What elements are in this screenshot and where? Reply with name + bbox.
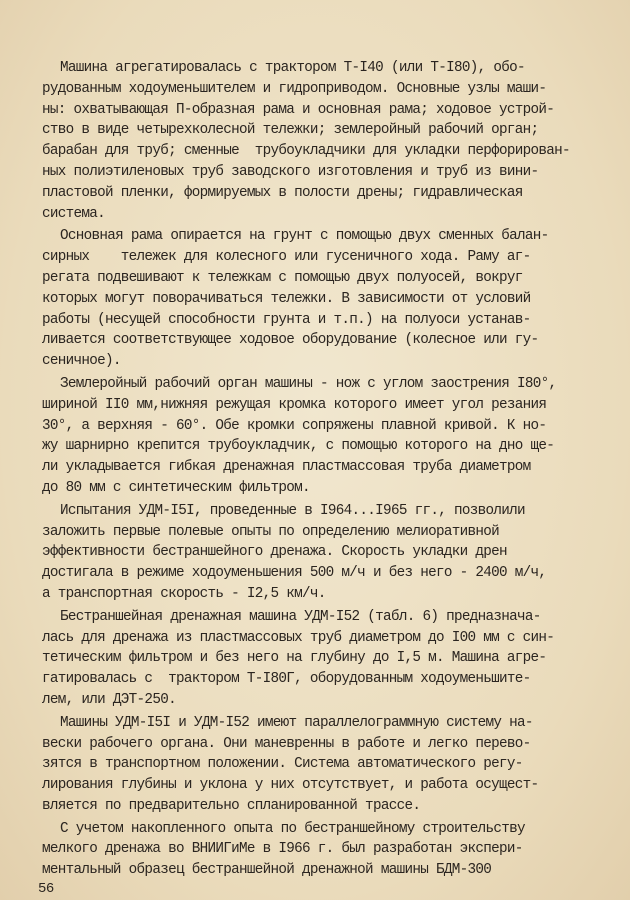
text-line: ны: охватывающая П-образная рама и основная рама; ходовое устрой- (42, 101, 555, 118)
paragraph (42, 226, 602, 372)
text-line: зятся в транспортном положении. Система автоматического регу- (42, 756, 523, 773)
text-line: ных полиэтиленовых труб заводского изготовления и труб из вини- (42, 163, 539, 180)
text-line: Испытания УДМ-I5I, проведенные в I964...I965 гг., позволили (60, 502, 525, 519)
text-line: жу шарнирно крепится трубоукладчик, с помощью которого на дно ще- (42, 438, 555, 455)
text-line: вляется по предварительно спланированной трассе. (42, 797, 421, 814)
paragraph (42, 501, 602, 605)
text-line: заложить первые полевые опыты по определению мелиоративной (42, 523, 500, 540)
text-line: лась для дренажа из пластмассовых труб диаметром до I00 мм с син- (42, 629, 555, 646)
paragraph (42, 819, 602, 881)
text-line: до 80 мм с синтетическим фильтром. (42, 479, 310, 496)
text-line: ли укладывается гибкая дренажная пластмассовая труба диаметром (42, 459, 531, 476)
paragraph (42, 713, 602, 817)
body-text (42, 58, 602, 883)
text-line: ментальный образец бестраншейной дренажной машины БДМ-300 (42, 862, 492, 879)
text-line: достигала в режиме ходоуменьшения 500 м/ч и без него - 2400 м/ч, (42, 565, 547, 582)
text-line: сирных тележек для колесного или гусеничного хода. Раму аг- (42, 249, 531, 266)
text-line: ливается соответствующее ходовое оборудование (колесное или гу- (42, 332, 539, 349)
text-line: лем, или ДЭТ-250. (42, 691, 176, 708)
text-line: сеничное). (42, 353, 121, 370)
text-line: шириной II0 мм,нижняя режущая кромка которого имеет угол резания (42, 396, 547, 413)
text-line: работы (несущей способности грунта и т.п.) на полуоси устанав- (42, 311, 531, 328)
text-line: лирования глубины и уклона у них отсутствует, и работа осущест- (42, 777, 539, 794)
paragraph (42, 374, 602, 499)
text-line: а транспортная скорость - I2,5 км/ч. (42, 585, 326, 602)
text-line: система. (42, 205, 106, 222)
text-line: мелкого дренажа во ВНИИГиМе в I966 г. был разработан экспери- (42, 841, 523, 858)
text-line: С учетом накопленного опыта по бестраншейному строительству (60, 820, 525, 837)
text-line: барабан для труб; сменные трубоукладчики для укладки перфорирован- (42, 143, 570, 160)
text-line: рудованным ходоуменьшителем и гидроприводом. Основные узлы маши- (42, 80, 547, 97)
text-line: пластовой пленки, формируемых в полости дрены; гидравлическая (42, 184, 523, 201)
page-number: 56 (38, 881, 54, 897)
text-line: Машина агрегатировалась с трактором Т-I40 (или Т-I80), обо- (60, 60, 525, 76)
paragraph (42, 607, 602, 711)
text-line: регата подвешивают к тележкам с помощью двух полуосей, вокруг (42, 269, 523, 286)
text-line: тетическим фильтром и без него на глубину до I,5 м. Машина агре- (42, 650, 547, 667)
paragraph (42, 58, 602, 224)
text-line: эффективности бестраншейного дренажа. Скорость укладки дрен (42, 544, 507, 561)
text-line: гатировалась с трактором Т-I80Г, оборудованным ходоуменьшите- (42, 671, 531, 688)
text-line: которых могут поворачиваться тележки. В зависимости от условий (42, 290, 531, 307)
text-line: Машины УДМ-I5I и УДМ-I52 имеют параллелограммную систему на- (60, 714, 533, 731)
text-line: Бестраншейная дренажная машина УДМ-I52 (табл. 6) предназнача- (60, 608, 541, 625)
text-line: 30°, а верхняя - 60°. Обе кромки сопряжены плавной кривой. К но- (42, 417, 547, 434)
text-line: ство в виде четырехколесной тележки; землеройный рабочий орган; (42, 122, 539, 139)
text-line: Основная рама опирается на грунт с помощью двух сменных балан- (60, 228, 549, 245)
text-line: Землеройный рабочий орган машины - нож с углом заострения I80°, (60, 375, 557, 392)
text-line: вески рабочего органа. Они маневренны в работе и легко перево- (42, 735, 531, 752)
